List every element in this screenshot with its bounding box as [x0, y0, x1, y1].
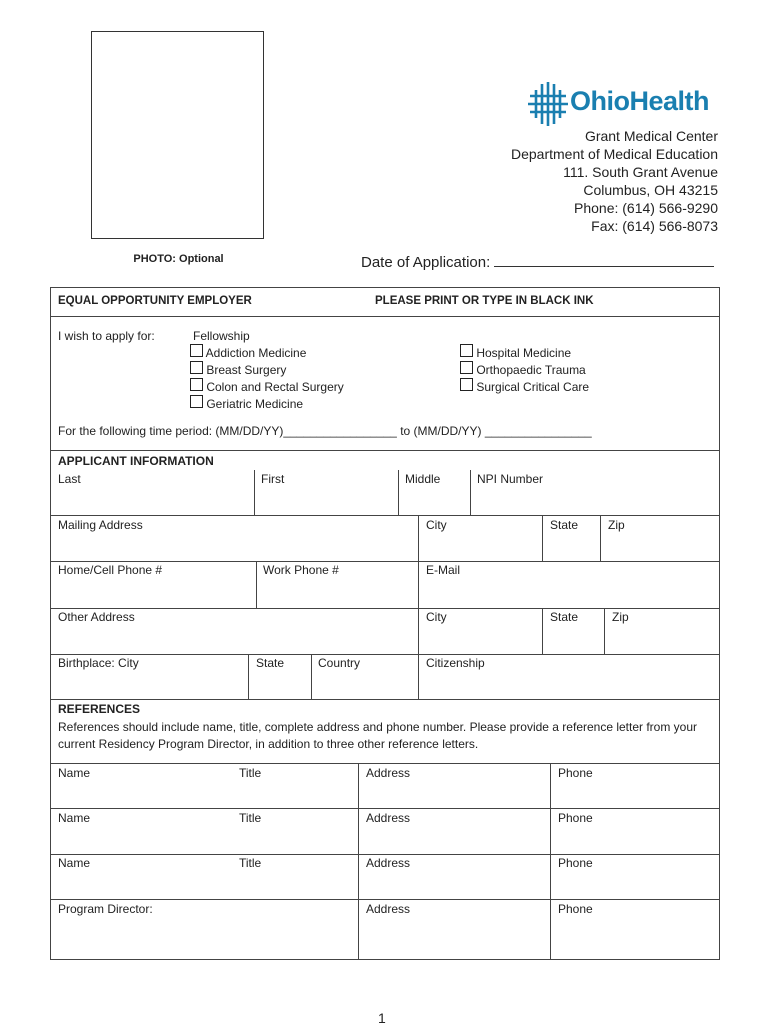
mailing-address-field[interactable]: Mailing Address: [58, 518, 143, 532]
option-colon-rectal-surgery[interactable]: [190, 378, 344, 395]
photo-label: PHOTO: Optional: [133, 253, 224, 265]
option-breast-surgery[interactable]: [190, 361, 344, 378]
divider: [418, 654, 419, 699]
left-options: [190, 344, 344, 412]
time-period-line[interactable]: For the following time period: (MM/DD/YY)_________________ to (MM/DD/YY) ________________: [58, 424, 592, 438]
program-director-field[interactable]: Program Director:: [58, 902, 153, 916]
reference-3-title[interactable]: Title: [239, 856, 262, 870]
divider: [418, 561, 419, 608]
divider: [542, 515, 543, 561]
option-geriatric-medicine[interactable]: [190, 395, 344, 412]
page-number: 1: [378, 1010, 386, 1026]
option-surgical-critical-care[interactable]: [460, 378, 589, 395]
other-address-field[interactable]: Other Address: [58, 610, 135, 624]
divider: [311, 654, 312, 699]
divider: [600, 515, 601, 561]
program-director-phone[interactable]: Phone: [558, 902, 593, 916]
address-line: Fax: (614) 566-8073: [591, 218, 718, 234]
date-of-application: [361, 252, 714, 271]
reference-1-name[interactable]: Name: [58, 766, 91, 780]
state-field[interactable]: State: [550, 518, 579, 532]
address-line: Department of Medical Education: [511, 146, 718, 162]
divider: [50, 450, 720, 451]
divider: [418, 608, 419, 654]
email-field[interactable]: E-Mail: [426, 563, 461, 577]
divider: [470, 470, 471, 515]
applicant-info-heading: APPLICANT INFORMATION: [58, 454, 214, 468]
reference-3-name[interactable]: Name: [58, 856, 91, 870]
option-label: Colon and Rectal Surgery: [206, 380, 344, 394]
divider: [50, 608, 720, 609]
reference-1-title[interactable]: Title: [239, 766, 262, 780]
divider: [50, 654, 720, 655]
divider: [254, 470, 255, 515]
reference-3-phone[interactable]: Phone: [558, 856, 593, 870]
fellowship-label: Fellowship: [193, 329, 250, 343]
divider: [50, 854, 720, 855]
date-label: Date of Application:: [361, 254, 491, 271]
option-hospital-medicine[interactable]: [460, 344, 589, 361]
divider: [550, 763, 551, 960]
other-zip-field[interactable]: Zip: [612, 610, 629, 624]
last-name-field[interactable]: Last: [58, 472, 81, 486]
divider: [50, 515, 720, 516]
reference-1-phone[interactable]: Phone: [558, 766, 593, 780]
birthplace-city-field[interactable]: Birthplace: City: [58, 656, 139, 670]
option-addiction-medicine[interactable]: [190, 344, 344, 361]
birthplace-state-field[interactable]: State: [256, 656, 285, 670]
divider: [50, 763, 720, 764]
checkbox[interactable]: [190, 378, 203, 391]
divider: [248, 654, 249, 699]
checkbox[interactable]: [460, 344, 473, 357]
address-line: Grant Medical Center: [584, 128, 718, 144]
divider: [50, 561, 720, 562]
option-label: Surgical Critical Care: [476, 380, 590, 394]
logo-wordmark: OhioHealth: [570, 86, 710, 116]
apply-label: I wish to apply for:: [58, 329, 155, 343]
references-heading: REFERENCES: [58, 702, 141, 716]
divider: [542, 608, 543, 654]
citizenship-field[interactable]: Citizenship: [426, 656, 485, 670]
work-phone-field[interactable]: Work Phone #: [263, 563, 339, 577]
address-line: Phone: (614) 566-9290: [574, 200, 718, 216]
date-field[interactable]: [494, 252, 714, 267]
reference-2-address[interactable]: Address: [366, 811, 411, 825]
divider: [604, 608, 605, 654]
home-phone-field[interactable]: Home/Cell Phone #: [58, 563, 163, 577]
reference-2-phone[interactable]: Phone: [558, 811, 593, 825]
reference-1-address[interactable]: Address: [366, 766, 411, 780]
reference-3-address[interactable]: Address: [366, 856, 411, 870]
middle-name-field[interactable]: Middle: [405, 472, 441, 486]
other-city-field[interactable]: City: [426, 610, 447, 624]
checkbox[interactable]: [460, 361, 473, 374]
divider: [398, 470, 399, 515]
birthplace-country-field[interactable]: Country: [318, 656, 361, 670]
checkbox[interactable]: [190, 361, 203, 374]
npi-number-field[interactable]: NPI Number: [477, 472, 544, 486]
ohiohealth-logo-icon: [528, 82, 568, 126]
checkbox[interactable]: [190, 395, 203, 408]
references-note: References should include name, title, complete address and phone number. Please provide a reference letter from your current Residency Program Director, in addition to three other reference letters.: [58, 720, 698, 751]
option-label: Breast Surgery: [206, 363, 287, 377]
first-name-field[interactable]: First: [261, 472, 285, 486]
divider: [418, 515, 419, 561]
eoe-heading: EQUAL OPPORTUNITY EMPLOYER: [58, 295, 252, 307]
address-line: Columbus, OH 43215: [583, 182, 718, 198]
reference-2-name[interactable]: Name: [58, 811, 91, 825]
divider: [50, 699, 720, 700]
divider: [256, 561, 257, 608]
address-line: 111. South Grant Avenue: [563, 164, 718, 180]
ink-instruction: PLEASE PRINT OR TYPE IN BLACK INK: [375, 295, 594, 307]
divider: [50, 808, 720, 809]
city-field[interactable]: City: [426, 518, 447, 532]
checkbox[interactable]: [190, 344, 203, 357]
photo-box[interactable]: [91, 31, 264, 239]
right-options: [460, 344, 589, 395]
divider: [50, 899, 720, 900]
institution-address: [511, 127, 718, 235]
reference-2-title[interactable]: Title: [239, 811, 262, 825]
program-director-address[interactable]: Address: [366, 902, 411, 916]
checkbox[interactable]: [460, 378, 473, 391]
divider: [358, 763, 359, 960]
option-label: Hospital Medicine: [476, 346, 572, 360]
zip-field[interactable]: Zip: [608, 518, 625, 532]
option-label: Geriatric Medicine: [206, 397, 304, 411]
other-state-field[interactable]: State: [550, 610, 579, 624]
option-label: Orthopaedic Trauma: [476, 363, 586, 377]
option-label: Addiction Medicine: [205, 346, 307, 360]
option-orthopaedic-trauma[interactable]: [460, 361, 589, 378]
